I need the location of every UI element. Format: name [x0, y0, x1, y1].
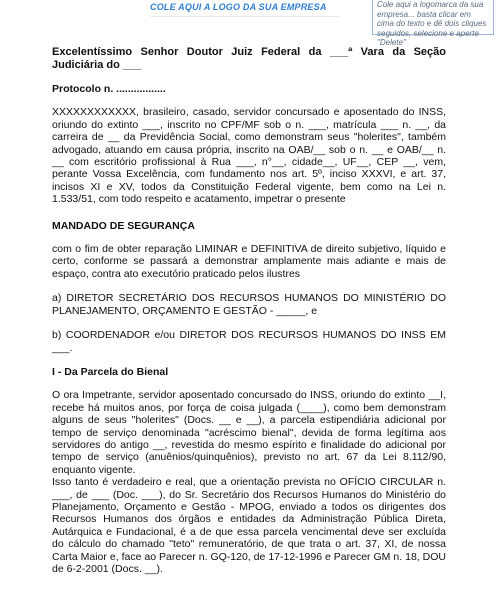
document-body [52, 46, 446, 575]
respondent-a: a) DIRETOR SECRETÁRIO DOS RECURSOS HUMANOS DO MINISTÉRIO DO PLANEJAMENTO, ORÇAMENTO E GESTÃO - _____, e [52, 292, 446, 317]
intro-paragraph: XXXXXXXXXXXX, brasileiro, casado, servidor concursado e aposentado do INSS, oriundo do extinto ___, inscrito no CPF/MF sob o n. ___, matrícula ___ n. __, da carreira de __ da Previdência Social, como demonstram seus "holerites", também advogado, atuando em causa própria, inscrito na OAB/__ sob o n. __ e OAB/__ n. __ com escritório profissional à Rua ___, n°__, cidade__, UF__, CEP __, vem, perante Vossa Excelência, com fundamento nos art. 5º, inciso XXXVI, e art. 37, incisos XI e XV, todos da Constituição Federal vigente, bem como na Lei n. 1.533/51, com todo respeito e acatamento, impetrar o presente [52, 106, 446, 206]
section-heading: I - Da Parcela do Bienal [52, 365, 169, 378]
document-title: MANDADO DE SEGURANÇA [52, 219, 195, 232]
bienal-paragraph-2: Isso tanto é verdadeiro e real, que a orientação prevista no OFÍCIO CIRCULAR n. ___, de ___ (Doc. ___), do Sr. Secretário dos Recursos Humanos do Ministério do Planejamento, Orçamento e Gestão - MPOG, enviado a todos os dirigentes dos Recursos Humanos dos órgãos e entidades da Administração Pública Direta, Autárquica e Fundacional, é a de que essa parcela vencimental deve ser excluída do cálculo do chamado "teto" remuneratório, de que trata o art. 37, XI, de nossa Carta Maior e, face ao Parecer n. GQ-120, de 17-12-1996 e Parecer GM n. 18, DOU de 6-2-2001 (Docs. __). [52, 476, 446, 575]
addressee-heading: Excelentíssimo Senhor Doutor Juiz Federal da ___ª Vara da Seção Judiciária do ___ [52, 46, 446, 71]
logo-hint-note: Cole aqui a logomarca da sua empresa... basta clicar em cima do texto e dê dois cliques seguidos, selecione e aperte "Delete" [372, 0, 494, 35]
respondent-b: b) COORDENADOR e/ou DIRETOR DOS RECURSOS HUMANOS DO INSS EM ___. [52, 329, 446, 354]
logo-placeholder[interactable]: COLE AQUI A LOGO DA SUA EMPRESA [150, 0, 340, 17]
purpose-paragraph: com o fim de obter reparação LIMINAR e DEFINITIVA de direito subjetivo, líquido e certo, conforme se passará a demonstrar amplamente mais adiante e mais de espaço, contra ato executório praticado pelos ilustres [52, 243, 446, 280]
bienal-paragraph-1: O ora Impetrante, servidor aposentado concursado do INSS, oriundo do extinto __I, recebe há muitos anos, por força de coisa julgada (____), como bem demonstram alguns de seus "holerites" (Docs. __ e __), a parcela estipendiária adicional por tempo de serviço denominada "acréscimo bienal", devida de forma legítima aos servidores do antigo __, revestida do mesmo espírito e finalidade do adicional por tempo de serviço (anuênios/quinquênios), previsto no art. 67 da Lei 8.112/90, enquanto vigente. [52, 389, 446, 476]
protocol-line: Protocolo n. ................. [52, 83, 166, 95]
